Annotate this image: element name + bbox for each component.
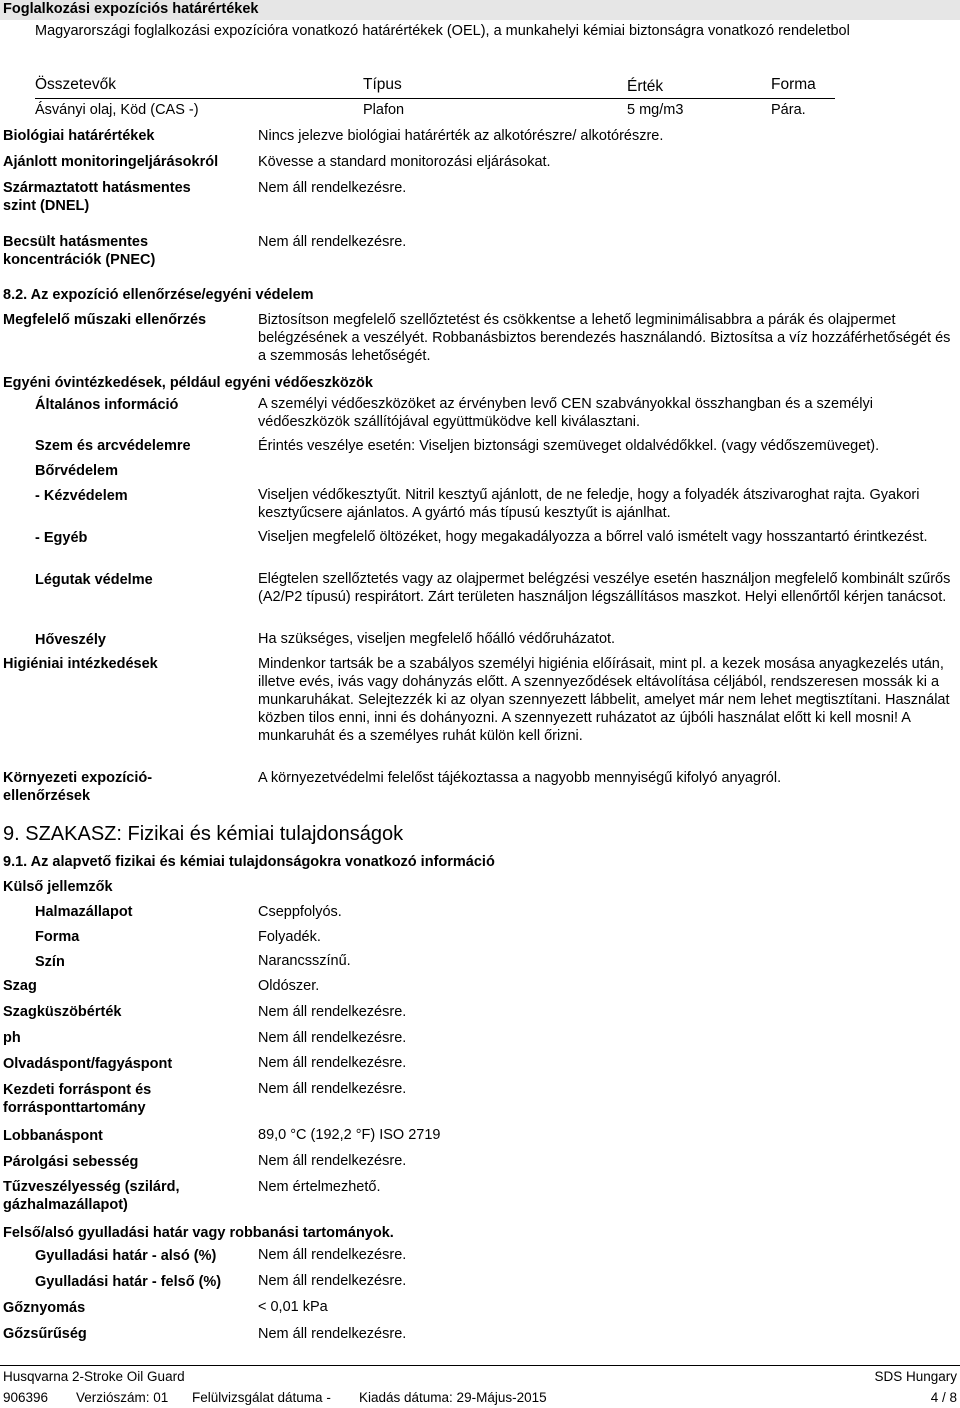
upper-limit-value: Nem áll rendelkezésre. [258, 1273, 407, 1289]
ph-label: ph [3, 1030, 21, 1046]
footer-page: 4 / 8 [930, 1390, 957, 1405]
hand-value: Viseljen védőkesztyűt. Nitril kesztyű ajánlott, de ne feledje, hogy a folyadék átszivaroghat rajta. Gyakori kesztyűcsere ajánlatos. A gyártó más típusú kesztyűt is ajánlhat. [258, 487, 920, 521]
footer-issue: Kiadás dátuma: 29-Május-2015 [359, 1390, 547, 1405]
upper-limit-label: Gyulladási határ - felső (%) [35, 1274, 222, 1290]
explosive-title: Felső/alsó gyulladási határ vagy robbanási tartományok. [3, 1225, 394, 1241]
dnel-value: Nem áll rendelkezésre. [258, 180, 407, 196]
footer-sds: SDS Hungary [874, 1369, 957, 1384]
vapor-density-value: Nem áll rendelkezésre. [258, 1326, 407, 1342]
dnel-label: Származtatott hatásmentes szint (DNEL) [3, 180, 191, 214]
color-value: Narancsszínű. [258, 953, 351, 969]
eng-label: Megfelelő műszaki ellenőrzés [3, 312, 207, 328]
env-label: Környezeti expozíció-ellenőrzések [3, 770, 153, 804]
flash-value: 89,0 °C (192,2 °F) ISO 2719 [258, 1127, 441, 1143]
monitor-value: Kövesse a standard monitorozási eljárásokat. [258, 154, 551, 170]
melt-label: Olvadáspont/fagyáspont [3, 1056, 173, 1072]
footer-rule [0, 1365, 960, 1366]
melt-value: Nem áll rendelkezésre. [258, 1055, 407, 1071]
resp-value: Elégtelen szellőztetés vagy az olajpermet belégzési veszélye esetén használjon megfelelő kombinált szűrős (A2/P2 típusú) respirátort. Zárt területen használjon légszállításos maszkot. Helyi ellenőrtől kérjen tanácsot. [258, 571, 951, 605]
boil-value: Nem áll rendelkezésre. [258, 1081, 407, 1097]
hyg-label: Higiéniai intézkedések [3, 656, 158, 672]
oel-title: Foglalkozási expozíciós határértékek [3, 1, 259, 17]
odor-label: Szag [3, 978, 37, 994]
section-8-2-title: 8.2. Az expozíció ellenőrzése/egyéni védelem [3, 287, 314, 303]
flamm-value: Nem értelmezhető. [258, 1179, 381, 1195]
odor-threshold-value: Nem áll rendelkezésre. [258, 1004, 407, 1020]
state-value: Cseppfolyós. [258, 904, 342, 920]
vapor-pressure-value: < 0,01 kPa [258, 1299, 328, 1315]
resp-label: Légutak védelme [35, 572, 153, 588]
table-header-component: Összetevők [35, 76, 116, 93]
form-label: Forma [35, 929, 80, 945]
footer-product: Husqvarna 2-Stroke Oil Guard [3, 1369, 185, 1384]
table-header-value: Érték [627, 78, 664, 95]
pnec-value: Nem áll rendelkezésre. [258, 234, 407, 250]
table-cell-component: Ásványi olaj, Köd (CAS -) [35, 102, 199, 118]
other-label: - Egyéb [35, 530, 88, 546]
monitor-label: Ajánlott monitoringeljárásokról [3, 154, 219, 170]
flamm-label: Tűzveszélyesség (szilárd, gázhalmazállapot) [3, 1179, 180, 1213]
eng-value: Biztosítson megfelelő szellőztetést és csökkentse a lehető legminimálisabbra a párák és olajpermet belégzésének a veszélyét. Robbanásbiztos berendezés használandó. Biztosítsa a víz hozzáférhetőségét és a szemmosás lehetőségét. [258, 312, 951, 364]
table-cell-value: 5 mg/m3 [627, 102, 684, 118]
table-cell-form: Pára. [771, 102, 806, 118]
heat-value: Ha szükséges, viseljen megfelelő hőálló védőruházatot. [258, 631, 616, 647]
vapor-pressure-label: Gőznyomás [3, 1300, 86, 1316]
ph-value: Nem áll rendelkezésre. [258, 1030, 407, 1046]
hyg-value: Mindenkor tartsák be a szabályos személyi higiénia előírásait, mint pl. a kezek mosása anyagkezelés után, illetve evés, ivás vagy dohányzás előtt. A szennyeződések eltávolítása céljából, rendszeresen mossák ki a munkaruhákat. Selejtezzék ki az olyan szennyezett lábbelit, amelyet már nem lehet megtisztítani. Használat közben tilos enni, inni és dohányozni. A szennyezett ruházatot az újbóli használat előtt ki kell mosni! A munkaruhát és a személyes ruhát külön kell őrizni. [258, 656, 950, 744]
odor-threshold-label: Szagküszöbérték [3, 1004, 122, 1020]
footer-revision: Felülvizsgálat dátuma - [192, 1390, 331, 1405]
table-cell-type: Plafon [363, 102, 405, 118]
eye-label: Szem és arcvédelemre [35, 438, 191, 454]
oel-subtitle: Magyarországi foglalkozási expozícióra vonatkozó határértékek (OEL), a munkahelyi kémiai biztonságra vonatkozó rendeletbol [35, 23, 850, 39]
table-rule [35, 98, 835, 99]
ppe-title: Egyéni óvintézkedések, például egyéni védőeszközök [3, 375, 373, 391]
lower-limit-label: Gyulladási határ - alsó (%) [35, 1248, 217, 1264]
form-value: Folyadék. [258, 929, 321, 945]
other-value: Viseljen megfelelő öltözéket, hogy megakadályozza a bőrrel való ismételt vagy hosszantartó érintkezést. [258, 529, 928, 545]
boil-label: Kezdeti forráspont és forrásponttartomány [3, 1082, 152, 1116]
table-header-form: Forma [771, 76, 816, 93]
general-value: A személyi védőeszközöket az érvényben levő CEN szabványokkal összhangban és a személyi védőeszközök szállítójával együttmüködve kell kiválasztani. [258, 396, 873, 430]
skin-label: Bőrvédelem [35, 463, 119, 479]
env-value: A környezetvédelmi felelőst tájékoztassa a nagyobb mennyiségű kifolyó anyagról. [258, 770, 782, 786]
state-label: Halmazállapot [35, 904, 133, 920]
evap-value: Nem áll rendelkezésre. [258, 1153, 407, 1169]
general-label: Általános információ [35, 397, 179, 413]
oel-header [0, 0, 960, 20]
bio-value: Nincs jelezve biológiai határérték az alkotórészre/ alkotórészre. [258, 128, 664, 144]
lower-limit-value: Nem áll rendelkezésre. [258, 1247, 407, 1263]
bio-label: Biológiai határértékek [3, 128, 155, 144]
odor-value: Oldószer. [258, 978, 320, 994]
table-header-type: Típus [363, 76, 402, 93]
eye-value: Érintés veszélye esetén: Viseljen biztonsági szemüveget oldalvédőkkel. (vagy védőszemüveget). [258, 438, 880, 454]
footer-version: Verziószám: 01 [76, 1390, 169, 1405]
pnec-label: Becsült hatásmentes koncentrációk (PNEC) [3, 234, 156, 268]
footer-code: 906396 [3, 1390, 49, 1405]
section-9-title: 9. SZAKASZ: Fizikai és kémiai tulajdonságok [3, 823, 404, 845]
appearance-label: Külső jellemzők [3, 879, 113, 895]
section-9-1-title: 9.1. Az alapvető fizikai és kémiai tulajdonságokra vonatkozó információ [3, 854, 495, 870]
vapor-density-label: Gőzsűrűség [3, 1326, 87, 1342]
hand-label: - Kézvédelem [35, 488, 128, 504]
heat-label: Hőveszély [35, 632, 106, 648]
flash-label: Lobbanáspont [3, 1128, 103, 1144]
color-label: Szín [35, 954, 65, 970]
evap-label: Párolgási sebesség [3, 1154, 139, 1170]
